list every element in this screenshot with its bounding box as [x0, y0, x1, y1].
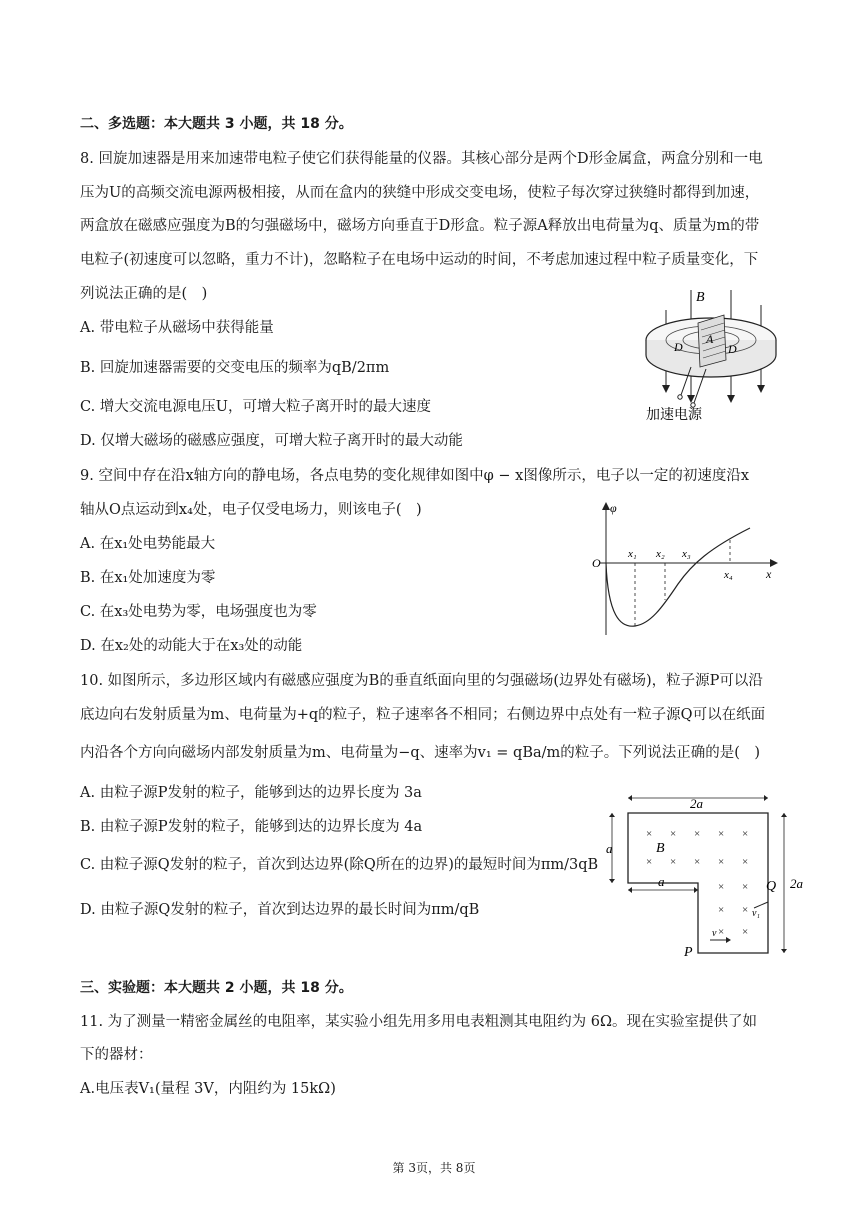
label-phi: φ: [610, 501, 617, 515]
q8-option-b: B. 回旋加速器需要的交变电压的频率为qB/2πm: [80, 360, 390, 376]
svg-text:×: ×: [742, 828, 749, 840]
label-q-source: Q: [766, 879, 777, 894]
svg-text:×: ×: [718, 828, 725, 840]
label-left-a: a: [606, 841, 613, 856]
svg-text:×: ×: [694, 828, 701, 840]
q10-option-a: A. 由粒子源P发射的粒子，能够到达的边界长度为 3a: [80, 785, 422, 801]
label-b: B: [696, 290, 705, 305]
label-p-source: P: [684, 945, 693, 960]
q9-option-a: A. 在x₁处电势能最大: [80, 536, 216, 552]
label-top-2a: 2a: [690, 796, 703, 811]
label-a: A: [706, 332, 714, 346]
q9-stem-line-1: 9. 空间中存在沿x轴方向的静电场，各点电势的变化规律如图中φ − x图像所示，电子以一定的初速度沿x: [80, 468, 749, 484]
q9-option-d: D. 在x₂处的动能大于在x₃处的动能: [80, 638, 303, 654]
svg-text:×: ×: [670, 856, 677, 868]
label-d-left: D: [674, 340, 683, 354]
page-footer: 第 3页，共 8页: [392, 1161, 476, 1175]
q11-stem-line-2: 下的器材：: [80, 1047, 153, 1063]
q9-option-b: B. 在x₁处加速度为零: [80, 570, 216, 586]
q8-option-a: A. 带电粒子从磁场中获得能量: [80, 320, 274, 336]
q10-option-d: D. 由粒子源Q发射的粒子，首次到达边界的最长时间为πm/qB: [80, 902, 480, 918]
svg-text:×: ×: [718, 856, 725, 868]
cyclotron-figure: [636, 285, 786, 425]
svg-text:×: ×: [742, 856, 749, 868]
q10-option-b: B. 由粒子源P发射的粒子，能够到达的边界长度为 4a: [80, 819, 423, 835]
svg-text:×: ×: [718, 904, 725, 916]
label-b-field: B: [656, 841, 665, 856]
section-title-experiment: 三、实验题：本大题共 2 小题，共 18 分。: [80, 980, 353, 996]
q8-option-d: D. 仅增大磁场的磁感应强度，可增大粒子离开时的最大动能: [80, 433, 463, 449]
q11-item-a: A.电压表V₁(量程 3V，内阻约为 15kΩ): [80, 1081, 336, 1097]
q10-stem-line-2: 底边向右发射质量为m、电荷量为+q的粒子，粒子速率各不相同；右侧边界中点处有一粒子源Q可以在纸面: [80, 707, 766, 723]
q9-stem-line-2: 轴从O点运动到x₄处，电子仅受电场力，则该电子( ): [80, 502, 422, 518]
q8-stem-line-5: 列说法正确的是( ): [80, 286, 208, 302]
q8-stem-line-3: 两盒放在磁感应强度为B的匀强磁场中，磁场方向垂直于D形盒。粒子源A释放出电荷量为q、质量为m的带: [80, 218, 760, 234]
svg-text:×: ×: [694, 856, 701, 868]
q8-option-c: C. 增大交流电源电压U，可增大粒子离开时的最大速度: [80, 399, 432, 415]
q8-stem-line-2: 压为U的高频交流电源两极相接，从而在盒内的狭缝中形成交变电场，使粒子每次穿过狭缝时都得到加速，: [80, 185, 760, 201]
label-x4: x₄: [724, 569, 733, 581]
q8-stem-line-1: 8. 回旋加速器是用来加速带电粒子使它们获得能量的仪器。其核心部分是两个D形金属盒，两盒分别和一电: [80, 151, 763, 167]
svg-text:×: ×: [646, 856, 653, 868]
label-x: x: [766, 567, 772, 581]
potential-graph: [590, 500, 780, 640]
q10-option-c: C. 由粒子源Q发射的粒子，首次到达边界(除Q所在的边界)的最短时间为πm/3qB: [80, 857, 599, 873]
label-right-2a: 2a: [790, 876, 803, 891]
magnetic-region-figure: [598, 790, 818, 960]
q9-option-c: C. 在x₃处电势为零，电场强度也为零: [80, 604, 317, 620]
q10-stem-line-3: 内沿各个方向向磁场内部发射质量为m、电荷量为−q、速率为v₁ = qBa/m的粒子。下列说法正确的是( ): [80, 745, 761, 761]
section-title-multiple-choice: 二、多选题：本大题共 3 小题，共 18 分。: [80, 116, 353, 132]
svg-text:×: ×: [742, 926, 749, 938]
label-x2: x₂: [656, 548, 665, 560]
q10-stem-line-1: 10. 如图所示，多边形区域内有磁感应强度为B的垂直纸面向里的匀强磁场(边界处有磁场)，粒子源P可以沿: [80, 673, 763, 689]
label-mid-a: a: [658, 874, 665, 889]
svg-text:×: ×: [718, 926, 725, 938]
label-x3: x₃: [682, 548, 691, 560]
svg-text:×: ×: [742, 904, 749, 916]
svg-text:×: ×: [670, 828, 677, 840]
label-x1: x₁: [628, 548, 637, 560]
svg-text:×: ×: [742, 881, 749, 893]
label-power-source: 加速电源: [646, 407, 702, 423]
q11-stem-line-1: 11. 为了测量一精密金属丝的电阻率，某实验小组先用多用电表粗测其电阻约为 6Ω。现在实验室提供了如: [80, 1014, 758, 1030]
svg-text:×: ×: [646, 828, 653, 840]
label-v1: v₁: [752, 908, 760, 919]
label-v: v: [712, 928, 717, 939]
svg-text:×: ×: [718, 881, 725, 893]
label-origin: O: [592, 556, 601, 570]
label-d-right: D: [728, 342, 737, 356]
q8-stem-line-4: 电粒子(初速度可以忽略，重力不计)，忽略粒子在电场中运动的时间，不考虑加速过程中粒子质量变化，下: [80, 252, 759, 268]
